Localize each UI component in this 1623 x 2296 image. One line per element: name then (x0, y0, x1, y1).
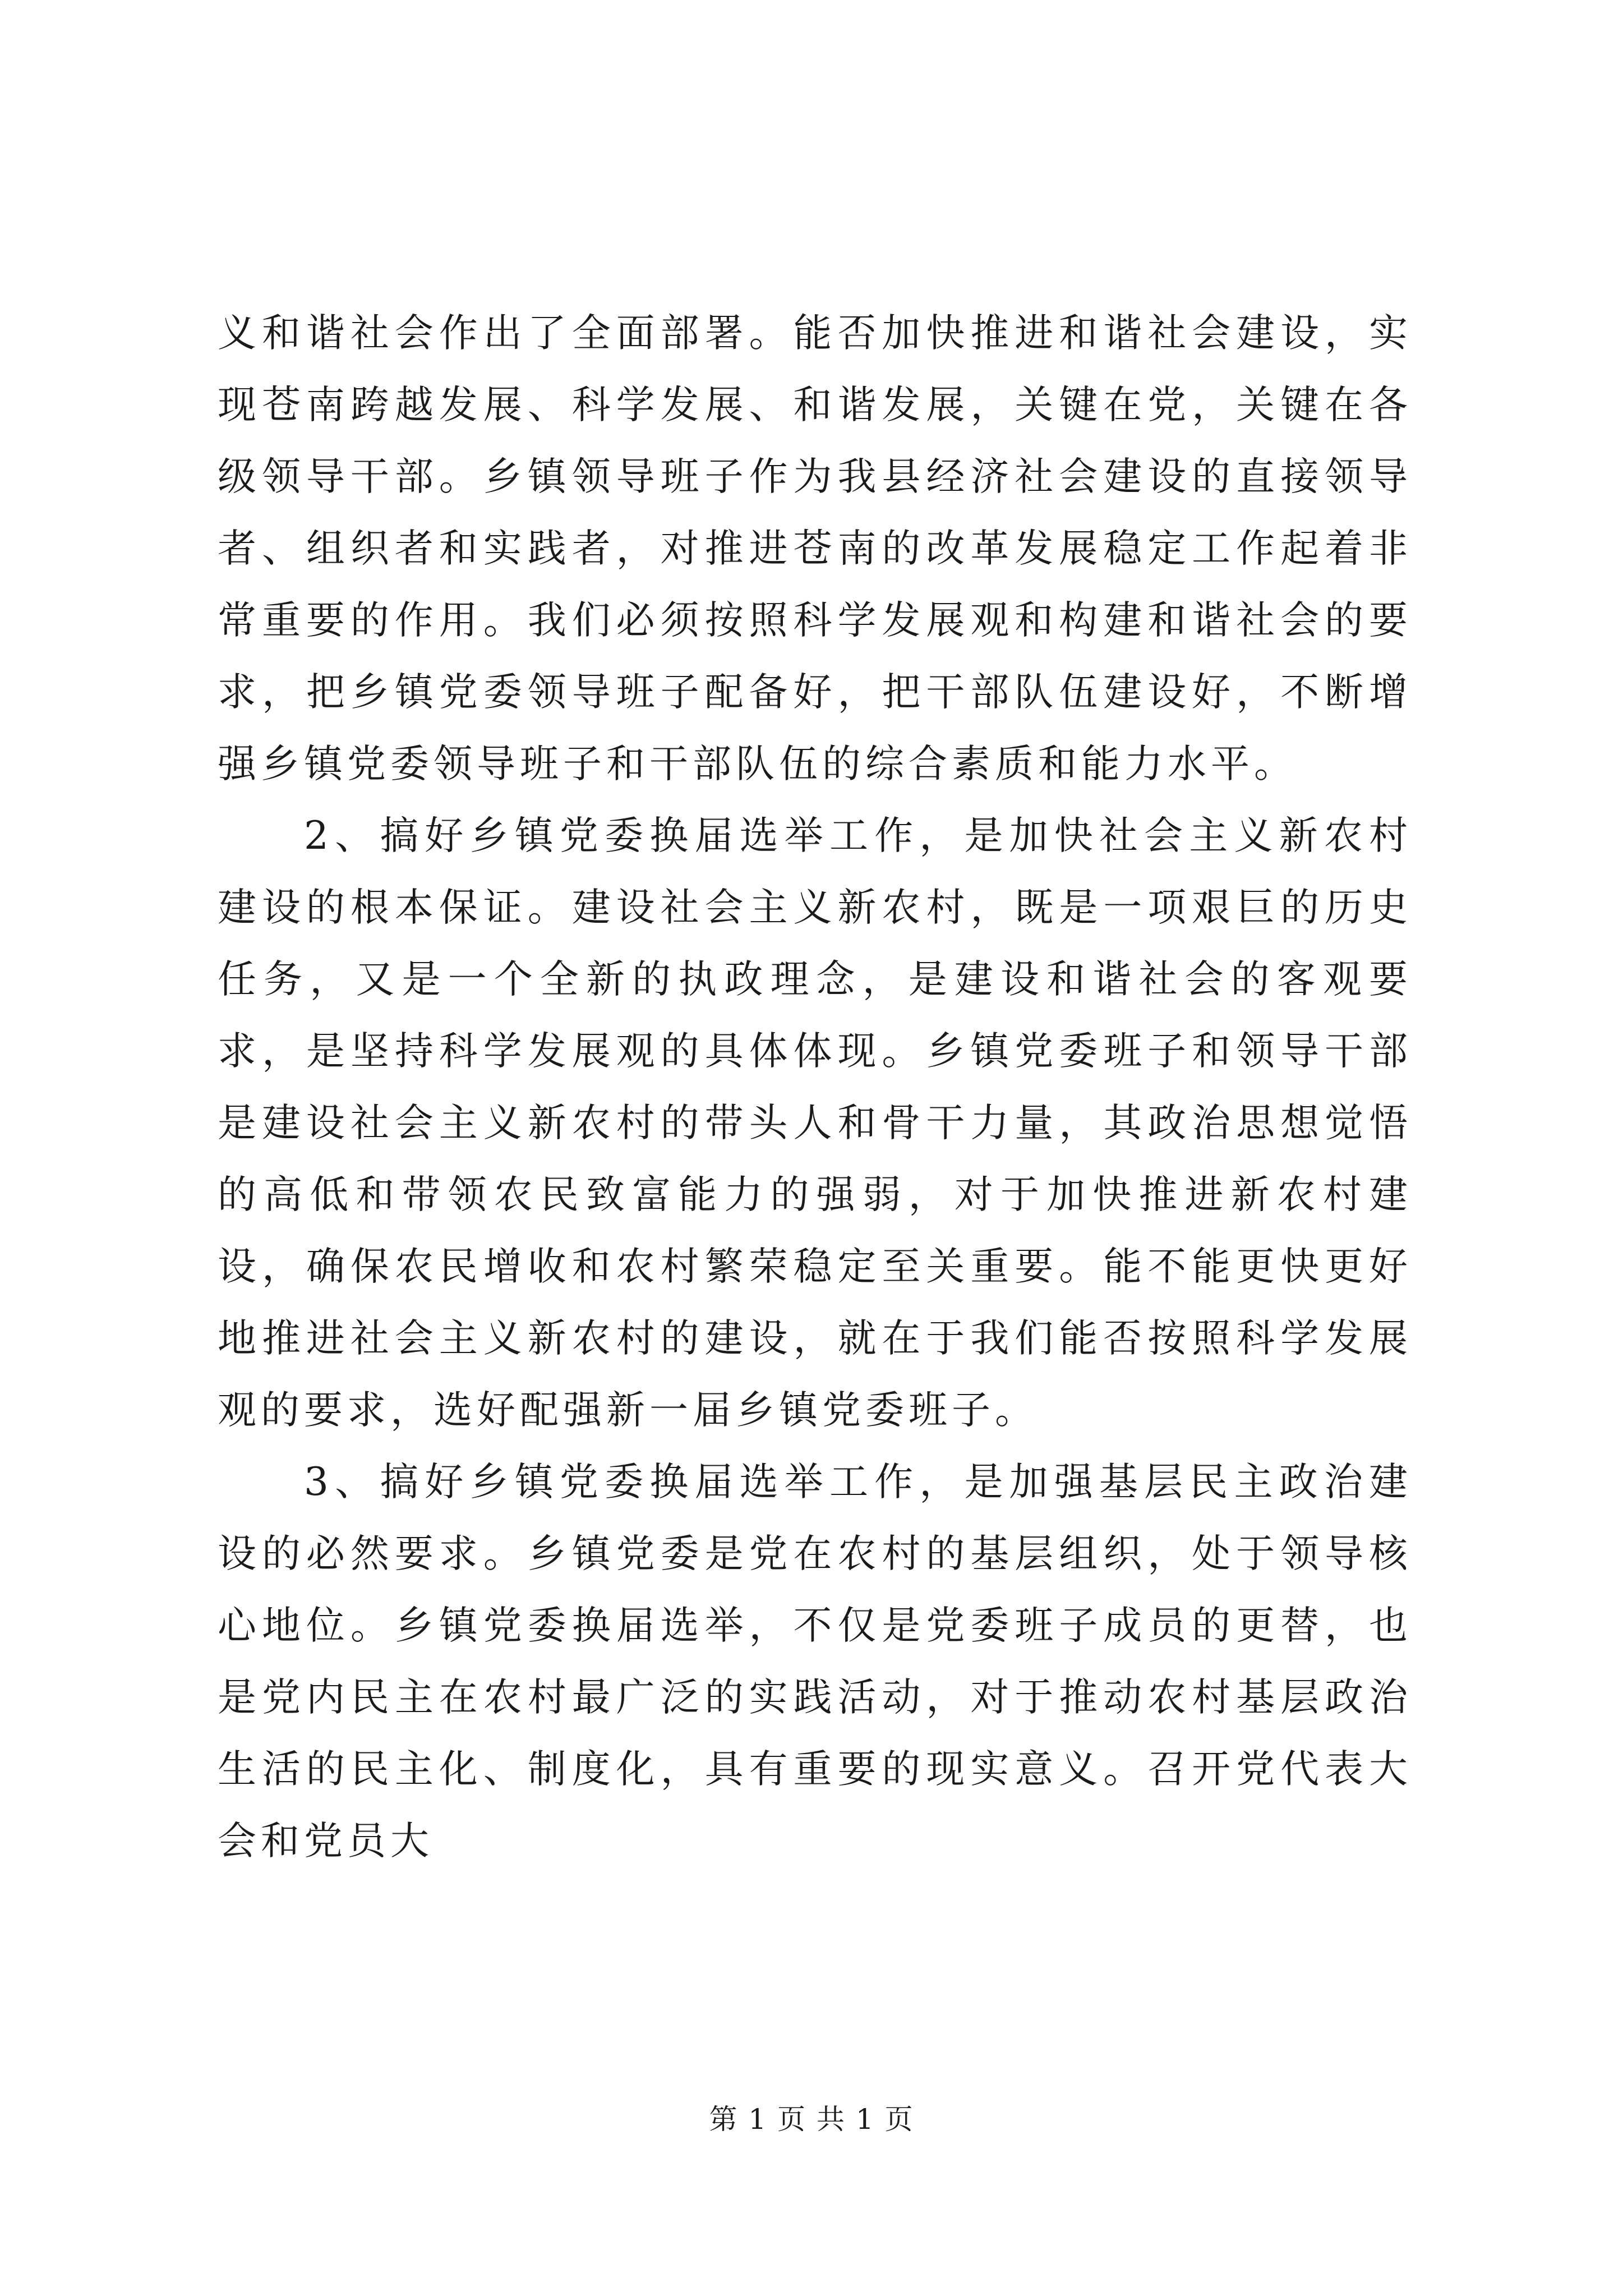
document-body (218, 297, 1412, 1877)
paragraph-continuation: 义和谐社会作出了全面部署。能否加快推进和谐社会建设，实现苍南跨越发展、科学发展、和谐发展，关键在党，关键在各级领导干部。乡镇领导班子作为我县经济社会建设的直接领导者、组织者和实践者，对推进苍南的改革发展稳定工作起着非常重要的作用。我们必须按照科学发展观和构建和谐社会的要求，把乡镇党委领导班子配备好，把干部队伍建设好，不断增强乡镇党委领导班子和干部队伍的综合素质和能力水平。 (218, 311, 1412, 786)
page-footer: 第 1 页 共 1 页 (709, 2103, 914, 2136)
paragraph-point-2: 2、搞好乡镇党委换届选举工作，是加快社会主义新农村建设的根本保证。建设社会主义新农村，既是一项艰巨的历史任务，又是一个全新的执政理念，是建设和谐社会的客观要求，是坚持科学发展观的具体体现。乡镇党委班子和领导干部是建设社会主义新农村的带头人和骨干力量，其政治思想觉悟的高低和带领农民致富能力的强弱，对于加快推进新农村建设，确保农民增收和农村繁荣稳定至关重要。能不能更快更好地推进社会主义新农村的建设，就在于我们能否按照科学发展观的要求，选好配强新一届乡镇党委班子。 (218, 813, 1412, 1433)
paragraph-point-3: 3、搞好乡镇党委换届选举工作，是加强基层民主政治建设的必然要求。乡镇党委是党在农村的基层组织，处于领导核心地位。乡镇党委换届选举，不仅是党委班子成员的更替，也是党内民主在农村最广泛的实践活动，对于推动农村基层政治生活的民主化、制度化，具有重要的现实意义。召开党代表大会和党员大 (218, 1460, 1412, 1864)
